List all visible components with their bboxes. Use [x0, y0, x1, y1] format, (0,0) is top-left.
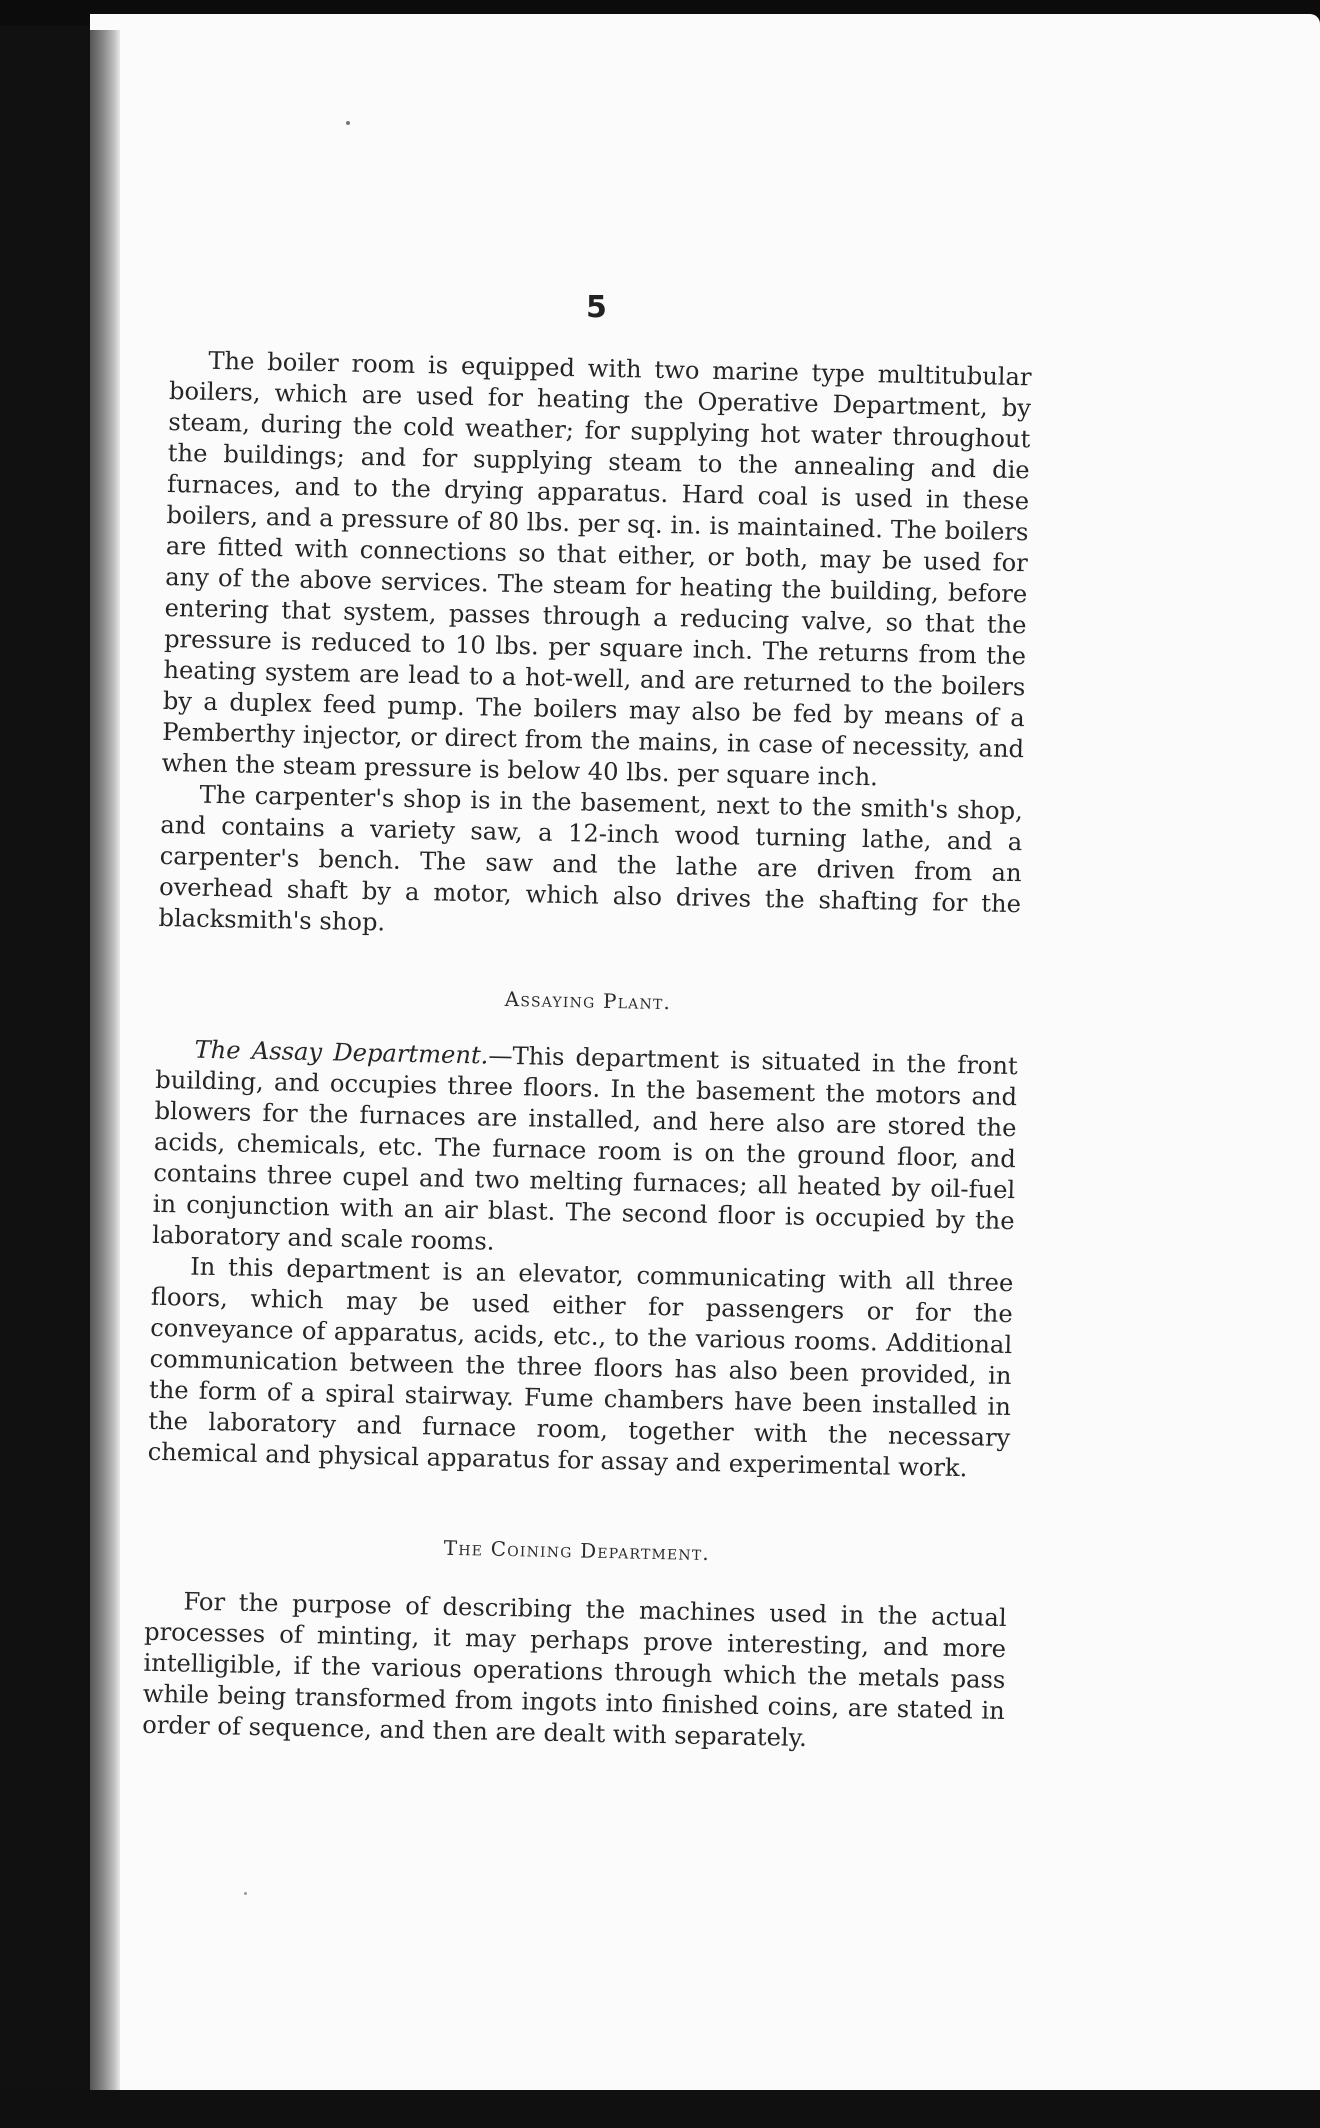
speck-mark [346, 121, 350, 125]
paragraph-carpenter-shop: The carpenter's shop is in the basement, next to the smith's shop, and contains a variety saw, a 12-inch wood turning lathe, and a carpenter's bench. The saw and the lathe are driven from an overhead shaft by a motor, which also drives the shafting for the blacksmith's shop. [158, 780, 1024, 937]
page-body [142, 345, 1032, 1758]
scan-bottom-edge [0, 2090, 1320, 2128]
assay-department-lead: The Assay Department. [194, 1035, 489, 1070]
paragraph-elevator: In this department is an elevator, communicating with all three floors, which may be used either for passengers or for the conveyance of apparatus, acids, etc., to the various rooms. Additional communication between the three floors has also been provided, in the form of a spiral stairway. Fume chambers have been installed in the laboratory and furnace room, together with the necessary chemical and physical apparatus for assay and experimental work. [147, 1252, 1014, 1483]
section-heading-coining-department: The Coining Department. [443, 1535, 711, 1566]
page-binding-shadow [90, 30, 120, 2092]
speck-mark [244, 1892, 247, 1895]
paragraph-boiler-room: The boiler room is equipped with two marine type multitubular boilers, which are used for heating the Operative Department, by steam, during the cold weather; for supplying hot water throughout the buildings; and for supplying steam to the annealing and die furnaces, and to the drying apparatus. Hard coal is used in these boilers, and a pressure of 80 lbs. per sq. in. is maintained. The boilers are fitted with connections so that either, or both, may be used for any of the above services. The steam for heating the building, before entering that system, passes through a reducing valve, so that the pressure is reduced to 10 lbs. per square inch. The returns from the heating system are lead to a hot-well, and are returned to the boilers by a duplex feed pump. The boilers may also be fed by means of a Pemberthy injector, or direct from the mains, in case of necessity, and when the steam pressure is below 40 lbs. per square inch. [161, 346, 1032, 792]
assay-department-text: —This department is situated in the front building, and occupies three floors. In the basement the motors and blowers for the furnaces are installed, and here also are stored the acids, chemicals, etc. The furnace room is on the ground floor, and contains three cupel and two melting furnaces; all heated by oil-fuel in conjunction with an air blast. The second floor is occupied by the laboratory and scale rooms. [151, 1041, 1018, 1256]
page-number: 5 [586, 290, 607, 325]
paragraph-assay-department [152, 1034, 1018, 1268]
paragraph-coining-intro: For the purpose of describing the machines used in the actual processes of minting, it may perhaps prove interesting, and more intelligible, if the various operations through which the metals pass while being transformed from ingots into finished coins, are stated in order of sequence, and then are dealt with separately. [142, 1587, 1007, 1753]
section-heading-assaying-plant: Assaying Plant. [504, 986, 672, 1015]
